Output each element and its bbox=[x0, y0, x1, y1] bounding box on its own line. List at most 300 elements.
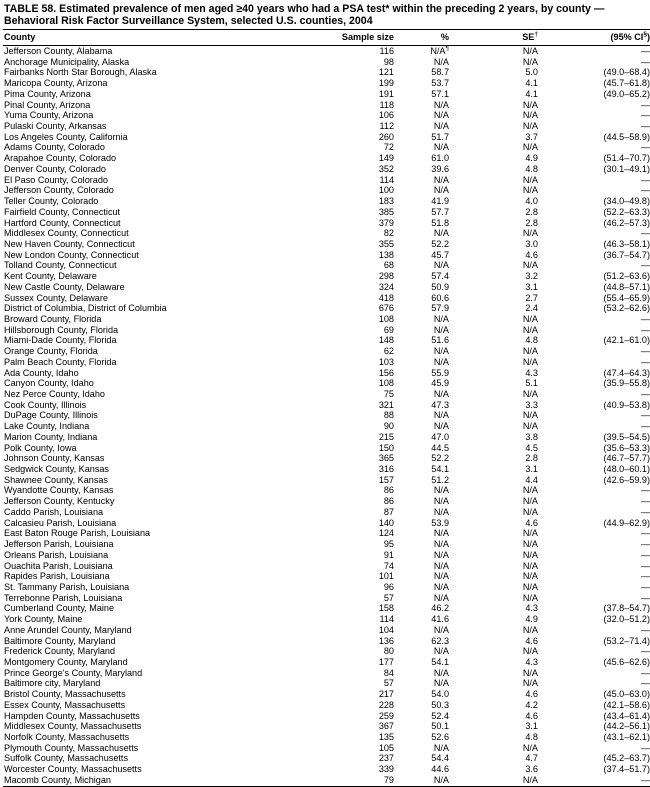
ci-cell-value: (53.2–62.6) bbox=[603, 303, 650, 314]
percent-cell bbox=[394, 303, 461, 314]
se-cell-value: 3.2 bbox=[525, 271, 538, 282]
se-cell bbox=[461, 142, 538, 153]
percent-cell bbox=[394, 593, 461, 604]
sample-size-cell bbox=[304, 250, 394, 261]
county-cell-value: Norfolk County, Massachusetts bbox=[4, 732, 130, 742]
percent-cell-value: 55.9 bbox=[431, 367, 449, 378]
se-cell-value: N/A bbox=[522, 260, 538, 271]
se-cell-value: N/A bbox=[522, 142, 538, 153]
percent-cell bbox=[394, 571, 461, 582]
percent-cell bbox=[394, 721, 461, 732]
sample-size-cell-value: 215 bbox=[378, 431, 394, 442]
table-row bbox=[3, 518, 650, 529]
table-row bbox=[3, 657, 650, 668]
percent-cell-value: N/A bbox=[433, 410, 449, 421]
se-cell-value: 4.1 bbox=[525, 78, 538, 89]
se-cell bbox=[461, 550, 538, 561]
percent-cell bbox=[394, 293, 461, 304]
sample-size-cell bbox=[304, 539, 394, 550]
percent-cell bbox=[394, 550, 461, 561]
ci-cell bbox=[538, 57, 650, 68]
sample-size-cell bbox=[304, 389, 394, 400]
se-cell bbox=[461, 314, 538, 325]
county-cell bbox=[3, 100, 304, 111]
ci-cell bbox=[538, 657, 650, 668]
sample-size-cell bbox=[304, 636, 394, 647]
ci-cell-value: — bbox=[640, 260, 650, 271]
se-cell bbox=[461, 100, 538, 111]
ci-cell bbox=[538, 207, 650, 218]
ci-cell-value: — bbox=[640, 142, 650, 153]
ci-cell-value: (43.4–61.4) bbox=[603, 710, 650, 721]
ci-cell bbox=[538, 614, 650, 625]
sample-size-cell-value: 177 bbox=[378, 656, 394, 667]
sample-size-cell bbox=[304, 89, 394, 100]
percent-cell-value: 50.1 bbox=[431, 721, 449, 732]
percent-cell-value: N/A bbox=[433, 142, 449, 153]
county-cell bbox=[3, 485, 304, 496]
se-cell-value: 2.4 bbox=[525, 303, 538, 314]
sample-size-cell-value: 217 bbox=[378, 689, 394, 700]
table-row bbox=[3, 689, 650, 700]
ci-cell-value: (44.9–62.9) bbox=[603, 517, 650, 528]
ci-cell-value: — bbox=[640, 774, 650, 785]
percent-cell bbox=[394, 410, 461, 421]
ci-cell bbox=[538, 561, 650, 572]
se-cell bbox=[461, 110, 538, 121]
table-row bbox=[3, 250, 650, 261]
sample-size-cell-value: 112 bbox=[379, 121, 394, 132]
se-cell-value: 4.8 bbox=[525, 335, 538, 346]
se-cell bbox=[461, 410, 538, 421]
sample-size-cell bbox=[304, 561, 394, 572]
table-page bbox=[0, 3, 650, 787]
se-cell bbox=[461, 711, 538, 722]
ci-cell bbox=[538, 475, 650, 486]
ci-cell-value: — bbox=[640, 324, 650, 335]
ci-cell-value: — bbox=[640, 667, 650, 678]
se-cell bbox=[461, 496, 538, 507]
ci-cell bbox=[538, 250, 650, 261]
sample-size-cell-value: 156 bbox=[378, 367, 394, 378]
county-cell bbox=[3, 335, 304, 346]
county-cell bbox=[3, 732, 304, 743]
se-cell bbox=[461, 507, 538, 518]
county-cell bbox=[3, 400, 304, 411]
county-cell bbox=[3, 121, 304, 132]
sample-size-cell-value: 68 bbox=[383, 260, 394, 271]
sample-size-cell bbox=[304, 625, 394, 636]
table-row bbox=[3, 443, 650, 454]
percent-cell-value: 45.7 bbox=[431, 249, 449, 260]
table-row bbox=[3, 453, 650, 464]
county-cell bbox=[3, 668, 304, 679]
sample-size-cell-value: 90 bbox=[383, 421, 394, 432]
sample-size-cell bbox=[304, 775, 394, 786]
se-cell bbox=[461, 453, 538, 464]
percent-cell-value: N/A bbox=[433, 389, 449, 399]
county-cell-value: York County, Maine bbox=[4, 614, 83, 625]
se-cell bbox=[461, 260, 538, 271]
ci-cell-value: (35.9–55.8) bbox=[603, 378, 650, 389]
se-cell bbox=[461, 67, 538, 78]
table-row bbox=[3, 410, 650, 421]
ci-cell bbox=[538, 625, 650, 636]
percent-cell-value: N/A bbox=[433, 624, 449, 635]
county-cell bbox=[3, 753, 304, 764]
header-se bbox=[461, 30, 538, 46]
county-cell-value: Canyon County, Idaho bbox=[4, 378, 94, 389]
percent-cell bbox=[394, 475, 461, 486]
county-cell bbox=[3, 293, 304, 304]
sample-size-cell-value: 95 bbox=[383, 539, 394, 550]
county-cell-value: Baltimore County, Maryland bbox=[4, 635, 116, 646]
se-cell-value: 4.8 bbox=[525, 732, 538, 742]
county-cell-value: Orange County, Florida bbox=[4, 346, 98, 357]
se-cell bbox=[461, 443, 538, 454]
ci-cell-value: (44.2–56.1) bbox=[603, 721, 650, 732]
se-cell-value: 3.1 bbox=[525, 464, 538, 475]
table-row bbox=[3, 368, 650, 379]
county-cell-value: Worcester County, Massachusetts bbox=[4, 764, 142, 775]
percent-cell bbox=[394, 507, 461, 518]
se-cell-value: 3.1 bbox=[525, 721, 538, 732]
ci-cell-value: — bbox=[640, 110, 650, 121]
se-cell bbox=[461, 228, 538, 239]
ci-cell-value: — bbox=[640, 528, 650, 539]
se-cell-value: N/A bbox=[522, 174, 538, 185]
ci-cell bbox=[538, 743, 650, 754]
se-cell-value: 4.6 bbox=[525, 517, 538, 528]
sample-size-cell bbox=[304, 410, 394, 421]
percent-cell bbox=[394, 78, 461, 89]
ci-cell bbox=[538, 636, 650, 647]
ci-cell bbox=[538, 218, 650, 229]
ci-cell bbox=[538, 142, 650, 153]
county-cell-value: Adams County, Colorado bbox=[4, 142, 105, 153]
table-row bbox=[3, 603, 650, 614]
ci-cell bbox=[538, 689, 650, 700]
ci-cell bbox=[538, 164, 650, 175]
se-cell-value: N/A bbox=[522, 592, 538, 603]
table-row bbox=[3, 357, 650, 368]
sample-size-cell-value: 105 bbox=[378, 742, 394, 753]
ci-cell bbox=[538, 389, 650, 400]
sample-size-cell-value: 80 bbox=[383, 646, 394, 657]
sample-size-cell bbox=[304, 711, 394, 722]
se-cell-value: 3.8 bbox=[525, 431, 538, 442]
sample-size-cell-value: 199 bbox=[378, 78, 394, 89]
se-cell bbox=[461, 196, 538, 207]
se-cell-value: 4.9 bbox=[525, 153, 538, 164]
sample-size-cell-value: 62 bbox=[383, 346, 394, 357]
sample-size-cell bbox=[304, 185, 394, 196]
ci-cell bbox=[538, 528, 650, 539]
ci-cell bbox=[538, 132, 650, 143]
percent-cell bbox=[394, 378, 461, 389]
county-cell bbox=[3, 325, 304, 336]
county-cell bbox=[3, 410, 304, 421]
table-row bbox=[3, 721, 650, 732]
sample-size-cell bbox=[304, 678, 394, 689]
county-cell-value: Montgomery County, Maryland bbox=[4, 656, 128, 667]
county-cell bbox=[3, 678, 304, 689]
ci-cell bbox=[538, 357, 650, 368]
se-cell bbox=[461, 421, 538, 432]
percent-cell-value: N/A bbox=[433, 496, 449, 507]
sample-size-cell bbox=[304, 346, 394, 357]
se-cell bbox=[461, 668, 538, 679]
se-cell bbox=[461, 753, 538, 764]
county-cell-value: Miami-Dade County, Florida bbox=[4, 335, 117, 346]
se-cell bbox=[461, 57, 538, 68]
se-cell bbox=[461, 400, 538, 411]
table-row bbox=[3, 561, 650, 572]
ci-cell bbox=[538, 282, 650, 293]
sample-size-cell-value: 106 bbox=[378, 110, 394, 121]
ci-cell bbox=[538, 121, 650, 132]
sample-size-cell bbox=[304, 378, 394, 389]
sample-size-cell bbox=[304, 485, 394, 496]
ci-cell-value: — bbox=[640, 539, 650, 550]
se-cell-value: 4.7 bbox=[525, 753, 538, 764]
ci-cell-value: (46.2–57.3) bbox=[603, 217, 650, 228]
sample-size-cell-value: 149 bbox=[378, 153, 394, 164]
prevalence-table bbox=[3, 29, 650, 787]
se-cell-value: N/A bbox=[522, 99, 538, 110]
ci-cell bbox=[538, 678, 650, 689]
percent-cell bbox=[394, 142, 461, 153]
se-cell-value: N/A bbox=[522, 56, 538, 67]
se-cell-value: 4.6 bbox=[525, 710, 538, 721]
county-cell bbox=[3, 528, 304, 539]
percent-cell bbox=[394, 164, 461, 175]
percent-cell-value: N/A bbox=[433, 356, 449, 367]
county-cell bbox=[3, 57, 304, 68]
percent-cell bbox=[394, 89, 461, 100]
se-cell bbox=[461, 700, 538, 711]
se-cell-value: N/A bbox=[522, 549, 538, 560]
table-row bbox=[3, 496, 650, 507]
ci-cell bbox=[538, 775, 650, 786]
se-cell-value: 4.6 bbox=[525, 249, 538, 260]
sample-size-cell bbox=[304, 528, 394, 539]
percent-cell-value: 57.9 bbox=[431, 303, 449, 314]
table-row bbox=[3, 142, 650, 153]
se-cell-value: N/A bbox=[522, 560, 538, 571]
percent-cell-value: N/A bbox=[433, 56, 449, 67]
percent-cell bbox=[394, 464, 461, 475]
percent-cell bbox=[394, 582, 461, 593]
sample-size-cell bbox=[304, 496, 394, 507]
ci-cell-value: (42.1–61.0) bbox=[603, 335, 650, 346]
ci-cell-value: (42.1–58.6) bbox=[603, 699, 650, 710]
county-cell bbox=[3, 593, 304, 604]
ci-cell bbox=[538, 668, 650, 679]
percent-cell-value: 51.6 bbox=[431, 335, 449, 346]
table-row bbox=[3, 378, 650, 389]
percent-cell-value: 45.9 bbox=[431, 378, 449, 389]
se-cell-value: 4.3 bbox=[525, 603, 538, 614]
percent-cell-value: N/A bbox=[433, 571, 449, 582]
percent-cell bbox=[394, 775, 461, 786]
ci-cell-value: — bbox=[640, 496, 650, 507]
sample-size-cell bbox=[304, 668, 394, 679]
se-cell bbox=[461, 46, 538, 57]
percent-cell bbox=[394, 732, 461, 743]
sample-size-cell-value: 157 bbox=[378, 474, 394, 485]
ci-cell-value: (46.3–58.1) bbox=[603, 238, 650, 249]
county-cell bbox=[3, 603, 304, 614]
sample-size-cell-value: 86 bbox=[383, 496, 394, 507]
county-cell-value: Lake County, Indiana bbox=[4, 421, 90, 432]
sample-size-cell bbox=[304, 196, 394, 207]
se-cell bbox=[461, 207, 538, 218]
table-row bbox=[3, 743, 650, 754]
percent-cell bbox=[394, 271, 461, 282]
sample-size-cell-value: 57 bbox=[383, 678, 394, 689]
ci-cell bbox=[538, 378, 650, 389]
ci-cell-value: (32.0–51.2) bbox=[603, 614, 650, 625]
percent-cell bbox=[394, 228, 461, 239]
se-cell bbox=[461, 346, 538, 357]
se-cell-value: N/A bbox=[522, 421, 538, 432]
county-cell-value: Calcasieu Parish, Louisiana bbox=[4, 517, 117, 528]
se-cell-value: N/A bbox=[522, 313, 538, 324]
percent-cell-value: 52.2 bbox=[431, 238, 449, 249]
se-cell bbox=[461, 593, 538, 604]
sample-size-cell-value: 352 bbox=[378, 163, 394, 174]
percent-cell-value: 54.4 bbox=[431, 753, 449, 764]
ci-cell-value: — bbox=[640, 485, 650, 496]
ci-cell-value: (39.5–54.5) bbox=[603, 431, 650, 442]
percent-cell bbox=[394, 207, 461, 218]
percent-cell bbox=[394, 636, 461, 647]
table-row bbox=[3, 89, 650, 100]
ci-cell bbox=[538, 110, 650, 121]
ci-cell bbox=[538, 539, 650, 550]
se-cell bbox=[461, 636, 538, 647]
percent-cell bbox=[394, 753, 461, 764]
sample-size-cell-value: 237 bbox=[378, 753, 394, 764]
ci-cell-value: (45.7–61.8) bbox=[603, 78, 650, 89]
sample-size-cell-value: 183 bbox=[378, 196, 394, 207]
county-cell-value: Bristol County, Massachusetts bbox=[4, 689, 126, 700]
sample-size-cell-value: 104 bbox=[378, 624, 394, 635]
se-cell bbox=[461, 464, 538, 475]
percent-cell-value: 39.6 bbox=[431, 163, 449, 174]
county-cell-value: Suffolk County, Massachusetts bbox=[4, 753, 129, 764]
county-cell-value: Sussex County, Delaware bbox=[4, 292, 108, 303]
county-cell-value: Jefferson Parish, Louisiana bbox=[4, 539, 114, 550]
se-cell bbox=[461, 561, 538, 572]
table-row bbox=[3, 282, 650, 293]
percent-cell bbox=[394, 743, 461, 754]
se-cell bbox=[461, 218, 538, 229]
se-cell-value: N/A bbox=[522, 389, 538, 399]
se-cell bbox=[461, 325, 538, 336]
county-cell-value: Hampden County, Massachusetts bbox=[4, 710, 140, 721]
sample-size-cell-value: 118 bbox=[379, 99, 394, 110]
se-cell-value: N/A bbox=[522, 506, 538, 517]
ci-cell-value: (47.4–64.3) bbox=[603, 367, 650, 378]
percent-cell bbox=[394, 389, 461, 400]
table-row bbox=[3, 314, 650, 325]
ci-cell-value: — bbox=[640, 228, 650, 239]
ci-cell-value: (44.5–58.9) bbox=[603, 131, 650, 142]
county-cell bbox=[3, 764, 304, 775]
table-row bbox=[3, 293, 650, 304]
percent-cell-value: 47.0 bbox=[431, 431, 449, 442]
se-cell-value: N/A bbox=[522, 667, 538, 678]
county-cell bbox=[3, 561, 304, 572]
ci-cell-value: (51.4–70.7) bbox=[603, 153, 650, 164]
percent-cell-value: 44.5 bbox=[431, 442, 449, 453]
county-cell bbox=[3, 142, 304, 153]
percent-cell-value: 53.7 bbox=[431, 78, 449, 89]
county-cell-value: Hartford County, Connecticut bbox=[4, 217, 121, 228]
ci-cell-value: (42.6–59.9) bbox=[603, 474, 650, 485]
sample-size-cell-value: 676 bbox=[378, 303, 394, 314]
percent-cell-value: N/A bbox=[433, 774, 449, 785]
sample-size-cell bbox=[304, 732, 394, 743]
county-cell-value: Caddo Parish, Louisiana bbox=[4, 506, 104, 517]
ci-cell bbox=[538, 78, 650, 89]
se-cell bbox=[461, 528, 538, 539]
county-cell bbox=[3, 582, 304, 593]
sample-size-cell-value: 101 bbox=[378, 571, 394, 582]
table-row bbox=[3, 753, 650, 764]
table-row bbox=[3, 153, 650, 164]
county-cell bbox=[3, 239, 304, 250]
ci-cell-value: (40.9–53.8) bbox=[603, 399, 650, 410]
percent-cell bbox=[394, 561, 461, 572]
sample-size-cell-value: 367 bbox=[378, 721, 394, 732]
se-cell bbox=[461, 239, 538, 250]
table-row bbox=[3, 582, 650, 593]
se-cell-value: N/A bbox=[522, 539, 538, 550]
county-cell bbox=[3, 260, 304, 271]
se-cell-value: 4.0 bbox=[525, 196, 538, 207]
county-cell-value: Nez Perce County, Idaho bbox=[4, 389, 105, 399]
sample-size-cell-value: 418 bbox=[378, 292, 394, 303]
se-cell bbox=[461, 678, 538, 689]
sample-size-cell bbox=[304, 357, 394, 368]
se-cell bbox=[461, 185, 538, 196]
sample-size-cell bbox=[304, 132, 394, 143]
sample-size-cell bbox=[304, 657, 394, 668]
se-cell bbox=[461, 539, 538, 550]
se-cell-value: 4.4 bbox=[525, 474, 538, 485]
table-row bbox=[3, 636, 650, 647]
se-cell-value: N/A bbox=[522, 110, 538, 121]
county-cell-value: Denver County, Colorado bbox=[4, 163, 106, 174]
header-percent: % bbox=[440, 32, 449, 42]
county-cell bbox=[3, 78, 304, 89]
se-cell bbox=[461, 271, 538, 282]
county-cell bbox=[3, 250, 304, 261]
table-row bbox=[3, 132, 650, 143]
ci-cell bbox=[538, 753, 650, 764]
county-cell-value: Ada County, Idaho bbox=[4, 367, 79, 378]
county-cell-value: Ouachita Parish, Louisiana bbox=[4, 560, 113, 571]
percent-cell-value: N/A bbox=[433, 742, 449, 753]
percent-cell bbox=[394, 764, 461, 775]
se-cell-value: 2.7 bbox=[525, 292, 538, 303]
ci-cell bbox=[538, 228, 650, 239]
percent-cell-value: N/A bbox=[433, 549, 449, 560]
se-cell bbox=[461, 175, 538, 186]
